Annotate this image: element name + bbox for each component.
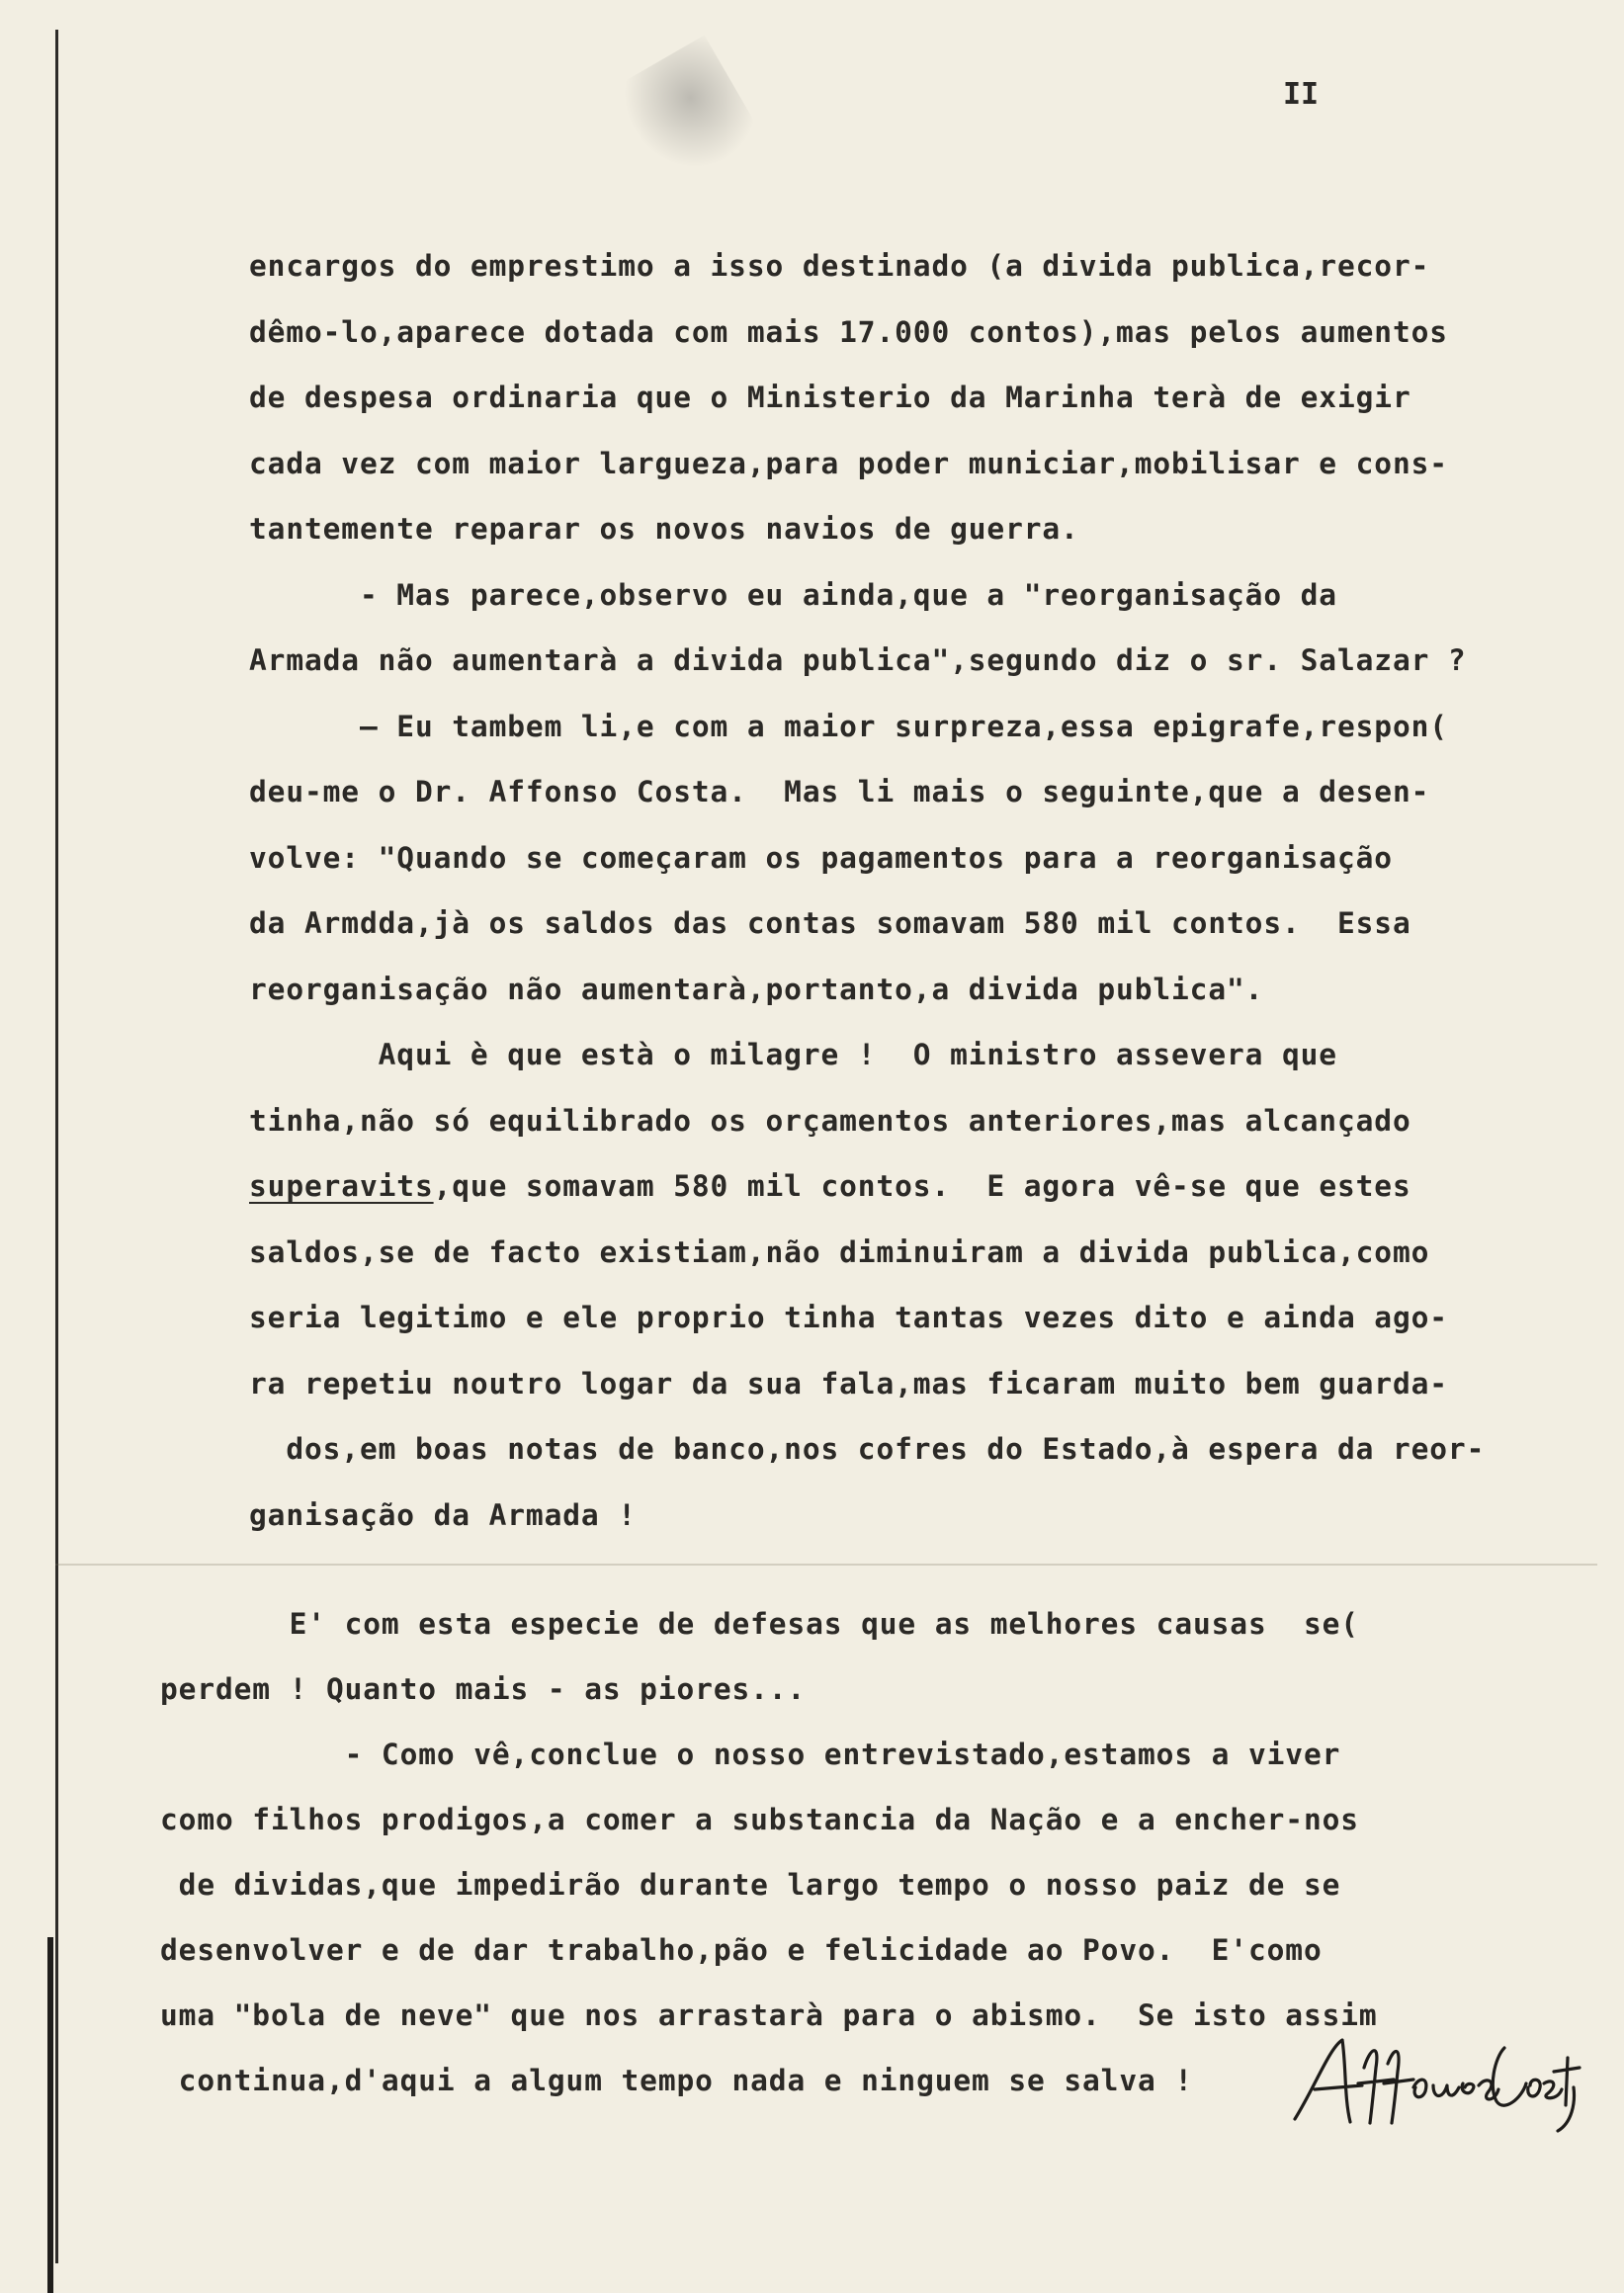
text-line: da Armdda,jà os saldos das contas somavam 580 mil contos. Essa: [249, 906, 1411, 940]
text-line: - Mas parece,observo eu ainda,que a "reorganisação da: [249, 577, 1337, 612]
text-line: tinha,não só equilibrado os orçamentos anteriores,mas alcançado: [249, 1103, 1411, 1138]
text-line: saldos,se de facto existiam,não diminuiram a divida publica,como: [249, 1234, 1430, 1269]
text-line: desenvolver e de dar trabalho,pão e felicidade ao Povo. E'como: [160, 1933, 1323, 1967]
text-line: dos,em boas notas de banco,nos cofres do Estado,à espera da reor-: [249, 1432, 1486, 1466]
text-line: perdem ! Quanto mais - as piores...: [160, 1672, 807, 1706]
text-line: de despesa ordinaria que o Ministerio da Marinha terà de exigir: [249, 381, 1411, 414]
underlined-word: superavits: [249, 1169, 434, 1203]
handwritten-signature: [1285, 2028, 1581, 2137]
text-line: - Como vê,conclue o nosso entrevistado,estamos a viver: [160, 1738, 1341, 1771]
text-line: Aqui è que està o milagre ! O ministro assevera que: [249, 1038, 1337, 1071]
text-line: uma "bola de neve" que nos arrastarà para o abismo. Se isto assim: [160, 1998, 1378, 2032]
text-line: E' com esta especie de defesas que as melhores causas se(: [160, 1607, 1359, 1641]
text-line: como filhos prodigos,a comer a substancia da Nação e a encher-nos: [160, 1803, 1359, 1836]
text-line: volve: "Quando se começaram os pagamentos para a reorganisação: [249, 840, 1393, 875]
text-line: Armada não aumentarà a divida publica",segundo diz o sr. Salazar ?: [249, 643, 1467, 677]
text-line: — Eu tambem li,e com a maior surpreza,essa epigrafe,respon(: [249, 709, 1448, 743]
text-line: seria legitimo e ele proprio tinha tantas vezes dito e ainda ago-: [249, 1301, 1448, 1334]
text-line: ganisação da Armada !: [249, 1497, 637, 1532]
text-line: dêmo-lo,aparece dotada com mais 17.000 contos),mas pelos aumentos: [249, 314, 1448, 349]
text-line: ra repetiu noutro logar da sua fala,mas ficaram muito bem guarda-: [249, 1366, 1448, 1401]
text-line: cada vez com maior largueza,para poder municiar,mobilisar e cons-: [249, 446, 1448, 480]
text-line: tantemente reparar os novos navios de guerra.: [249, 512, 1079, 546]
text-line: deu-me o Dr. Affonso Costa. Mas li mais o seguinte,que a desen-: [249, 775, 1430, 808]
pasted-strip-edge: [55, 1564, 1597, 1566]
ink-smudge: [610, 36, 763, 193]
left-margin-line: [55, 30, 58, 2263]
page-number: II: [1283, 77, 1320, 112]
left-margin-dark-edge: [47, 1937, 53, 2293]
text-line: reorganisação não aumentarà,portanto,a divida publica".: [249, 972, 1264, 1006]
text-line-with-underline: [249, 1153, 1544, 1220]
text-line: encargos do emprestimo a isso destinado (a divida publica,recor-: [249, 249, 1430, 283]
text-line: de dividas,que impedirão durante largo tempo o nosso paiz de se: [160, 1868, 1341, 1902]
main-text-block: [249, 233, 1544, 1548]
text-line-rest: ,que somavam 580 mil contos. E agora vê-se que estes: [433, 1169, 1411, 1203]
text-line: continua,d'aqui a algum tempo nada e ninguem se salva !: [160, 2064, 1193, 2097]
